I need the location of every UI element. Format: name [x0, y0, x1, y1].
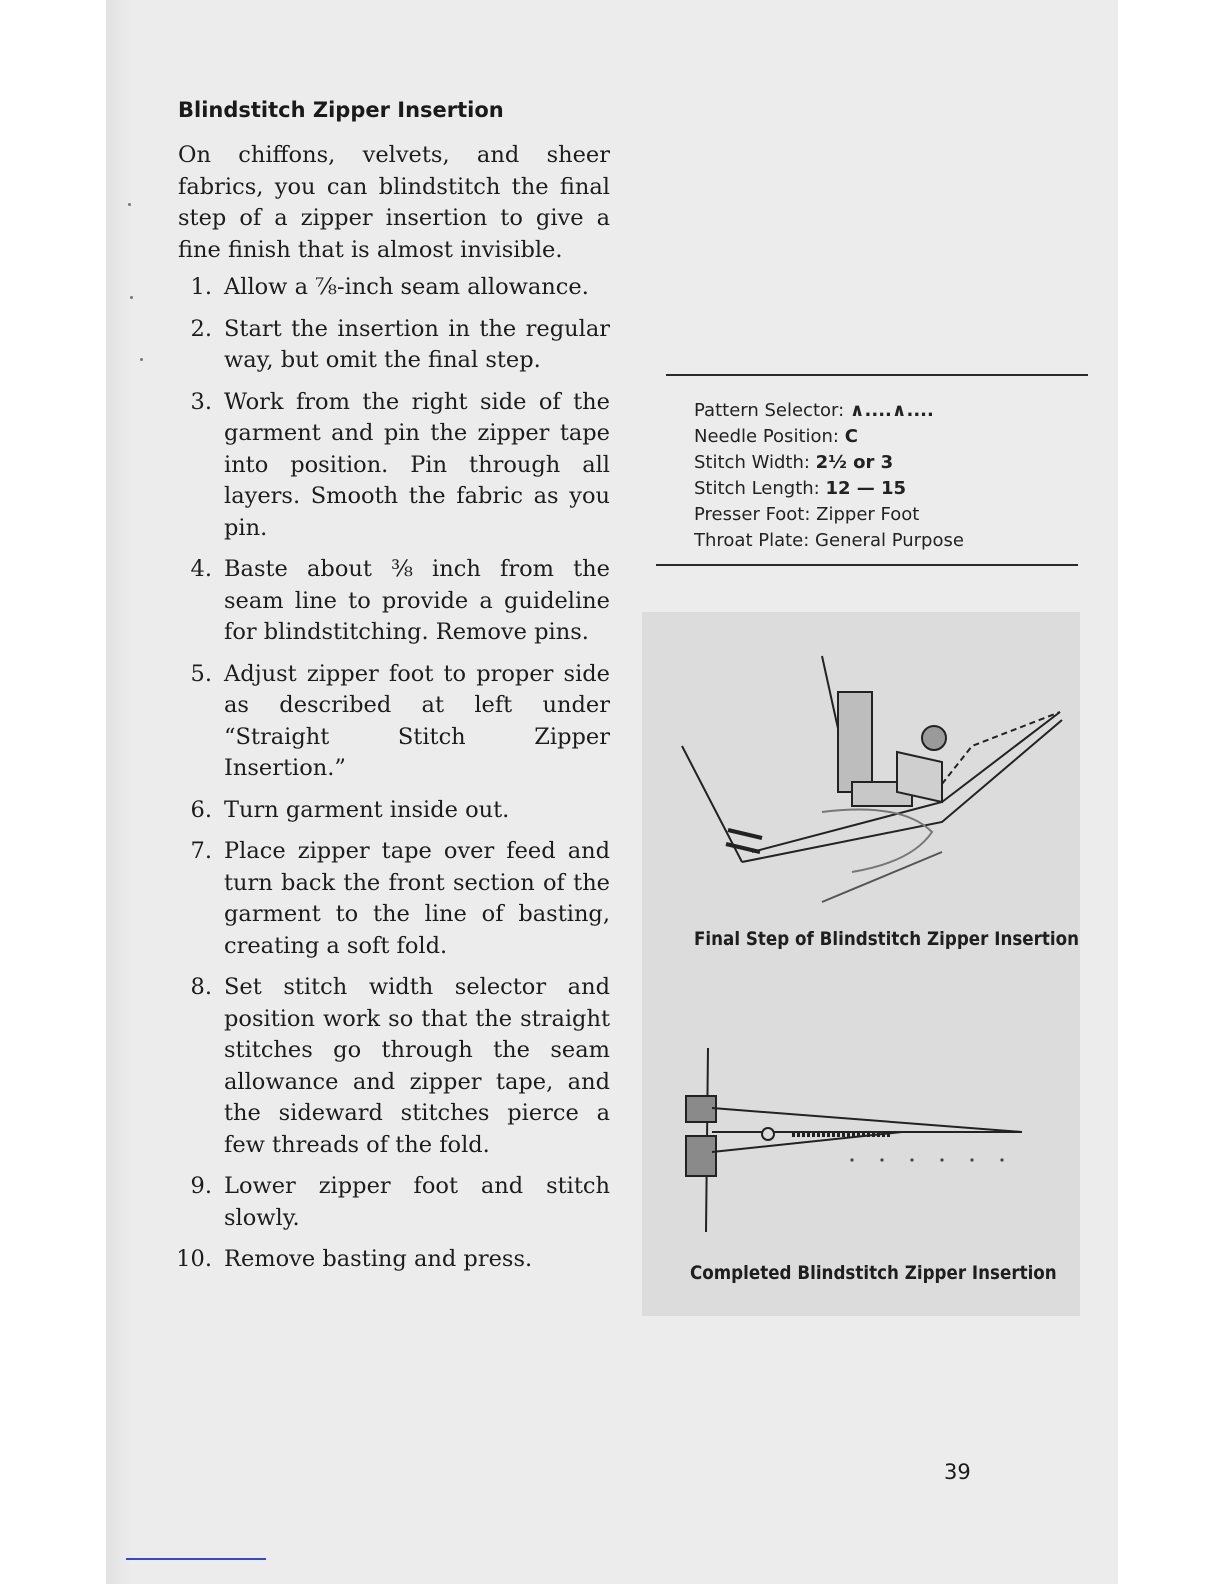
list-item	[172, 272, 610, 304]
step-text: Adjust zipper foot to proper side as described at left under “Straight Stitch Zipper Insertion.”	[224, 660, 610, 781]
setting-pattern-selector	[694, 398, 1074, 424]
step-text: Start the insertion in the regular way, but omit the final step.	[224, 315, 610, 373]
illustration-svg	[642, 612, 1080, 1316]
setting-stitch-length	[694, 476, 1074, 502]
steps-list	[172, 272, 610, 1286]
shadow-line	[822, 852, 942, 902]
step-text: Remove basting and press.	[224, 1246, 533, 1272]
fold-layer-bottom	[686, 1136, 716, 1176]
step-text: Set stitch width selector and position work so that the straight stitches go through the seam allowance and zipper tape, and the sideward stitches pierce a few threads of the fold.	[224, 974, 610, 1158]
list-item	[172, 387, 610, 545]
zipper-pull	[762, 1128, 774, 1140]
stitch-dots	[850, 1158, 1003, 1161]
list-item	[172, 972, 610, 1161]
illustration-panel	[642, 612, 1080, 1316]
step-number: 6.	[190, 796, 212, 823]
list-item	[172, 1171, 610, 1234]
setting-label: Needle Position:	[694, 426, 839, 447]
settings-top-rule	[666, 374, 1088, 376]
scan-edge-mark	[126, 1558, 266, 1560]
setting-throat-plate	[694, 528, 1074, 554]
setting-label: Stitch Length:	[694, 478, 820, 499]
list-item	[172, 554, 610, 649]
list-item	[172, 836, 610, 962]
completed-insertion-illustration	[686, 1048, 1022, 1232]
setting-label: Throat Plate:	[694, 530, 810, 551]
step-number: 7.	[190, 838, 212, 864]
fold-layer-top	[686, 1096, 716, 1122]
step-number: 9.	[190, 1173, 212, 1199]
step-number: 1.	[190, 274, 212, 300]
intro-paragraph: On chiffons, velvets, and sheer fabrics, you can blindstitch the final step of a zipper insertion to give a fine finish that is almost invisible.	[178, 142, 610, 263]
setting-label: Presser Foot:	[694, 504, 811, 525]
adjust-screw	[922, 726, 946, 750]
step-text: Turn garment inside out.	[224, 796, 510, 823]
step-number: 2.	[190, 315, 212, 342]
figure-caption-bottom: Completed Blindstitch Zipper Insertion	[690, 1262, 1057, 1284]
step-number: 10.	[176, 1246, 212, 1272]
scan-speck	[128, 203, 131, 206]
step-text: Baste about ⅜ inch from the seam line to provide a guideline for blindstitching. Remove pins.	[224, 556, 610, 645]
setting-label: Pattern Selector:	[694, 400, 845, 421]
page-number: 39	[944, 1460, 971, 1484]
step-number: 5.	[190, 660, 212, 687]
step-text: Allow a ⅞-inch seam allowance.	[224, 274, 589, 300]
foot-bracket	[897, 752, 942, 802]
machine-settings	[694, 398, 1074, 554]
step-number: 4.	[190, 556, 212, 582]
setting-value: C	[844, 426, 858, 447]
figure-caption-top: Final Step of Blindstitch Zipper Insertion	[694, 928, 1079, 950]
zipper-teeth	[942, 712, 1060, 784]
step-text: Place zipper tape over feed and turn back the front section of the garment to the line of basting, creating a soft fold.	[224, 838, 610, 959]
step-text: Lower zipper foot and stitch slowly.	[224, 1173, 610, 1231]
step-number: 8.	[190, 974, 212, 1000]
section-title: Blindstitch Zipper Insertion	[178, 98, 504, 122]
seam-top	[712, 1108, 1022, 1132]
presser-bar	[838, 692, 872, 792]
setting-stitch-width	[694, 450, 1074, 476]
setting-value: Zipper Foot	[816, 504, 920, 525]
scan-edge	[106, 0, 132, 1584]
list-item	[172, 1244, 610, 1276]
setting-value: 12 — 15	[825, 478, 907, 499]
step-text: Work from the right side of the garment and pin the zipper tape into position. Pin through all layers. Smooth the fabric as you pin.	[224, 388, 610, 541]
step-number: 3.	[190, 388, 212, 415]
setting-presser-foot	[694, 502, 1074, 528]
list-item	[172, 314, 610, 377]
list-item	[172, 795, 610, 827]
settings-bottom-rule	[656, 564, 1078, 566]
scan-speck	[140, 358, 143, 361]
setting-value: General Purpose	[815, 530, 964, 551]
scan-speck	[130, 296, 133, 299]
zipper-foot-illustration	[682, 656, 1062, 902]
setting-value: ∧....∧....	[849, 400, 934, 421]
setting-value: 2½ or 3	[815, 452, 894, 473]
setting-needle-position	[694, 424, 1074, 450]
list-item	[172, 659, 610, 785]
setting-label: Stitch Width:	[694, 452, 810, 473]
